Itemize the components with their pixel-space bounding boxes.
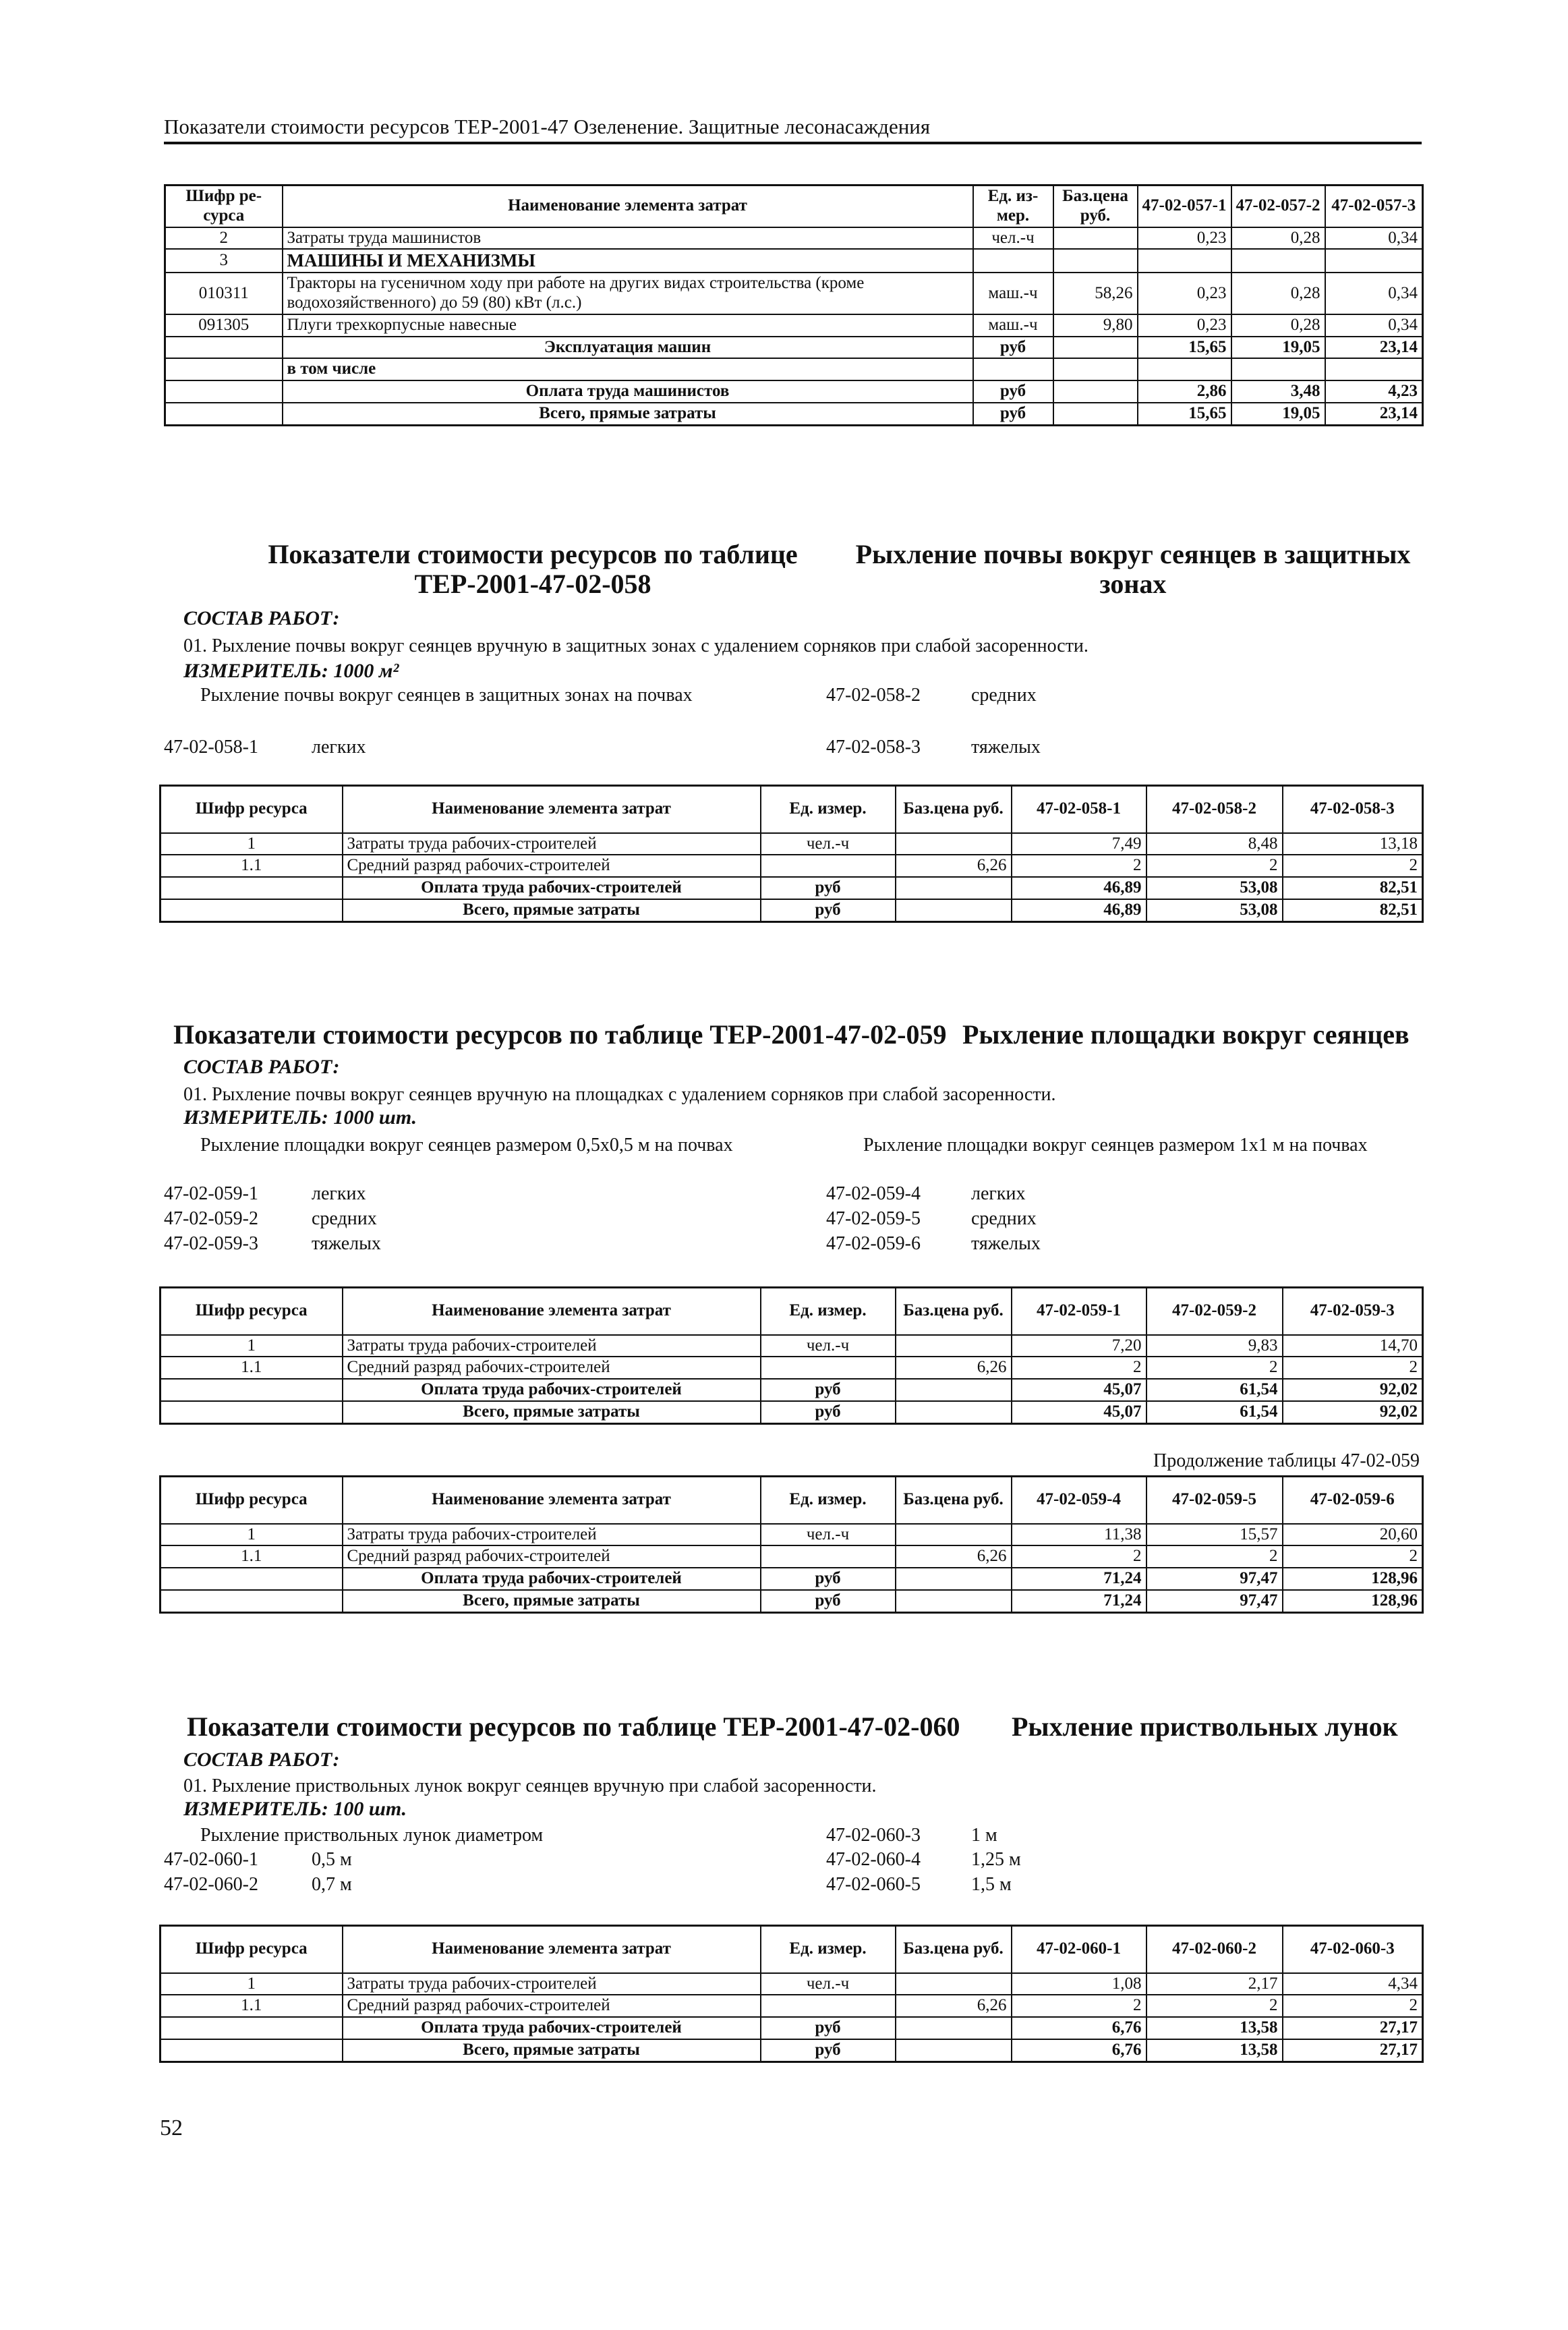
item-code-059-4: 47-02-059-4: [826, 1183, 921, 1204]
item-label-058-1: легких: [312, 737, 366, 758]
cell-unit: руб: [973, 380, 1053, 403]
cell-name: Эксплуатация машин: [283, 337, 973, 359]
col-header-unit: Ед. измер.: [761, 1477, 896, 1524]
cell-price: [896, 1335, 1012, 1357]
cell-price: 6,26: [896, 1357, 1012, 1379]
cell-code: [161, 1590, 343, 1612]
cell-unit: руб: [973, 337, 1053, 359]
col-header-price: Баз.цена руб.: [1053, 186, 1138, 227]
col-header-unit: Ед. из-мер.: [973, 186, 1053, 227]
item-code-060-5: 47-02-060-5: [826, 1874, 921, 1895]
cell-value-1: 71,24: [1012, 1590, 1146, 1612]
col-header-code: Шифр ре-сурса: [165, 186, 283, 227]
cell-value-2: 2: [1146, 1545, 1283, 1568]
table-row: [161, 855, 1423, 877]
meter-label-060: ИЗМЕРИТЕЛЬ: 100 шт.: [183, 1798, 407, 1820]
cell-code: [161, 2039, 343, 2062]
item-code-059-5: 47-02-059-5: [826, 1208, 921, 1229]
cell-value-2: 8,48: [1146, 833, 1283, 855]
col-header-v1: 47-02-059-1: [1012, 1288, 1146, 1335]
cell-value-2: [1231, 249, 1325, 273]
item-label-058-3: тяжелых: [971, 737, 1041, 758]
col-header-unit: Ед. измер.: [761, 1926, 896, 1973]
table-row: [165, 380, 1423, 403]
cell-code: [161, 1401, 343, 1423]
resource-table-060: [159, 1925, 1424, 2063]
col-header-code: Шифр ресурса: [161, 1288, 343, 1335]
table-row: [161, 1568, 1423, 1590]
cell-price: [896, 1590, 1012, 1612]
cell-name: Оплата труда рабочих-строителей: [343, 1379, 761, 1401]
cell-price: [1053, 403, 1138, 425]
cell-value-2: 2: [1146, 1995, 1283, 2017]
cell-code: [165, 337, 283, 359]
cell-value-1: 45,07: [1012, 1401, 1146, 1423]
cell-value-1: 7,20: [1012, 1335, 1146, 1357]
cell-value-1: 45,07: [1012, 1379, 1146, 1401]
items-intro-059-left: Рыхление площадки вокруг сеянцев размером 0,5х0,5 м на почвах: [200, 1135, 733, 1156]
cell-code: [165, 380, 283, 403]
resource-table-059-continued: [159, 1475, 1424, 1614]
cell-name: Затраты труда рабочих-строителей: [343, 1335, 761, 1357]
cell-value-2: 61,54: [1146, 1379, 1283, 1401]
cell-value-2: 0,28: [1231, 227, 1325, 250]
cell-name: Затраты труда рабочих-строителей: [343, 1973, 761, 1995]
cell-value-1: 2: [1012, 1995, 1146, 2017]
cell-name: Затраты труда рабочих-строителей: [343, 833, 761, 855]
cell-price: [896, 1379, 1012, 1401]
cell-code: 2: [165, 227, 283, 250]
cell-price: [896, 1568, 1012, 1590]
composition-label-058: СОСТАВ РАБОТ:: [183, 607, 340, 629]
cell-code: [165, 403, 283, 425]
cell-value-2: 19,05: [1231, 337, 1325, 359]
item-code-058-2: 47-02-058-2: [826, 685, 921, 706]
cell-code: 091305: [165, 314, 283, 337]
table-header-row: [161, 1926, 1423, 1973]
cell-value-1: 15,65: [1138, 337, 1231, 359]
cell-price: [896, 2017, 1012, 2039]
cell-code: 1.1: [161, 1545, 343, 1568]
cell-value-1: [1138, 358, 1231, 380]
cell-unit: руб: [761, 2017, 896, 2039]
cell-value-1: 0,23: [1138, 227, 1231, 250]
item-label-060-2: 0,7 м: [312, 1874, 352, 1895]
cell-value-1: 46,89: [1012, 877, 1146, 899]
col-header-name: Наименование элемента затрат: [343, 786, 761, 833]
composition-label-060: СОСТАВ РАБОТ:: [183, 1749, 340, 1771]
work-description-059: 01. Рыхление почвы вокруг сеянцев вручную на площадках с удалением сорняков при слабой засоренности.: [183, 1084, 1056, 1105]
cell-unit: руб: [761, 899, 896, 921]
cell-value-2: 13,58: [1146, 2039, 1283, 2062]
cell-code: [161, 1568, 343, 1590]
items-intro-059-right: Рыхление площадки вокруг сеянцев размером 1х1 м на почвах: [863, 1135, 1368, 1156]
cell-unit: чел.-ч: [761, 1335, 896, 1357]
cell-value-2: 19,05: [1231, 403, 1325, 425]
cell-value-3: 92,02: [1283, 1401, 1423, 1423]
cell-value-3: 14,70: [1283, 1335, 1423, 1357]
table-row: [161, 1524, 1423, 1546]
page-number: 52: [160, 2115, 183, 2140]
cell-value-3: 128,96: [1283, 1568, 1423, 1590]
cell-value-3: 4,23: [1325, 380, 1423, 403]
cell-value-1: 11,38: [1012, 1524, 1146, 1546]
item-code-060-4: 47-02-060-4: [826, 1849, 921, 1870]
cell-value-1: 2: [1012, 1545, 1146, 1568]
table-row: [161, 833, 1423, 855]
cell-value-3: 4,34: [1283, 1973, 1423, 1995]
table-row: [161, 1357, 1423, 1379]
cell-price: 6,26: [896, 855, 1012, 877]
col-header-code: Шифр ресурса: [161, 786, 343, 833]
item-label-058-2: средних: [971, 685, 1037, 706]
cell-value-2: 53,08: [1146, 877, 1283, 899]
cell-name: Средний разряд рабочих-строителей: [343, 1545, 761, 1568]
cell-value-2: 13,58: [1146, 2017, 1283, 2039]
col-header-price: Баз.цена руб.: [896, 1477, 1012, 1524]
cell-name: Всего, прямые затраты: [343, 899, 761, 921]
item-label-060-3: 1 м: [971, 1825, 997, 1846]
cell-value-1: 0,23: [1138, 273, 1231, 314]
work-description-060: 01. Рыхление приствольных лунок вокруг сеянцев вручную при слабой засоренности.: [183, 1775, 877, 1796]
cell-value-1: 2: [1012, 855, 1146, 877]
cell-value-3: [1325, 249, 1423, 273]
table-row: [161, 877, 1423, 899]
cell-code: 1.1: [161, 1995, 343, 2017]
cell-value-2: 9,83: [1146, 1335, 1283, 1357]
col-header-v3: 47-02-058-3: [1283, 786, 1423, 833]
col-header-v1: 47-02-059-4: [1012, 1477, 1146, 1524]
col-header-name: Наименование элемента затрат: [343, 1288, 761, 1335]
cell-name: Тракторы на гусеничном ходу при работе на других видах строительства (кроме водохозяйственного) до 59 (80) кВт (л.с.): [283, 273, 973, 314]
cell-value-3: 82,51: [1283, 877, 1423, 899]
table-row: [161, 2039, 1423, 2062]
cell-code: 1.1: [161, 855, 343, 877]
table-row: [165, 227, 1423, 250]
item-code-059-3: 47-02-059-3: [164, 1233, 258, 1254]
cell-value-3: 0,34: [1325, 273, 1423, 314]
cell-unit: [973, 358, 1053, 380]
cell-price: [1053, 227, 1138, 250]
cell-unit: маш.-ч: [973, 273, 1053, 314]
table-header-row: [161, 786, 1423, 833]
item-label-059-3: тяжелых: [312, 1233, 381, 1254]
cell-code: 3: [165, 249, 283, 273]
cell-value-2: 2,17: [1146, 1973, 1283, 1995]
cell-unit: [973, 249, 1053, 273]
cell-name: Плуги трехкорпусные навесные: [283, 314, 973, 337]
table-header-row: [161, 1477, 1423, 1524]
cell-unit: [761, 855, 896, 877]
cell-value-1: 2: [1012, 1357, 1146, 1379]
running-header: Показатели стоимости ресурсов ТЕР-2001-47 Озеленение. Защитные лесонасаждения: [164, 115, 1422, 144]
items-intro-060: Рыхление приствольных лунок диаметром: [200, 1825, 544, 1846]
table-row: [161, 1590, 1423, 1612]
cell-code: [161, 877, 343, 899]
cell-value-1: 0,23: [1138, 314, 1231, 337]
item-code-059-2: 47-02-059-2: [164, 1208, 258, 1229]
cell-value-1: 71,24: [1012, 1568, 1146, 1590]
section-subtitle-059: Рыхление площадки вокруг сеянцев: [962, 1019, 1410, 1050]
col-header-v2: 47-02-059-2: [1146, 1288, 1283, 1335]
cell-value-3: 2: [1283, 1995, 1423, 2017]
item-label-060-1: 0,5 м: [312, 1849, 352, 1870]
cell-value-3: 2: [1283, 1357, 1423, 1379]
cell-price: [896, 1524, 1012, 1546]
col-header-v1: 47-02-060-1: [1012, 1926, 1146, 1973]
cell-value-2: 2: [1146, 855, 1283, 877]
cell-price: 9,80: [1053, 314, 1138, 337]
cell-value-1: 6,76: [1012, 2017, 1146, 2039]
item-code-060-3: 47-02-060-3: [826, 1825, 921, 1846]
col-header-v1: 47-02-057-1: [1138, 186, 1231, 227]
item-label-060-4: 1,25 м: [971, 1849, 1021, 1870]
cell-value-2: 97,47: [1146, 1568, 1283, 1590]
col-header-unit: Ед. измер.: [761, 786, 896, 833]
cell-value-3: 13,18: [1283, 833, 1423, 855]
cell-name: Оплата труда рабочих-строителей: [343, 2017, 761, 2039]
cell-price: 6,26: [896, 1995, 1012, 2017]
cell-unit: маш.-ч: [973, 314, 1053, 337]
cell-code: 1: [161, 1524, 343, 1546]
cell-value-3: 92,02: [1283, 1379, 1423, 1401]
cell-unit: [761, 1545, 896, 1568]
cell-name: Затраты труда рабочих-строителей: [343, 1524, 761, 1546]
item-label-059-2: средних: [312, 1208, 377, 1229]
cell-name: Оплата труда рабочих-строителей: [343, 877, 761, 899]
resource-table-057: [164, 184, 1424, 426]
cell-value-2: 0,28: [1231, 314, 1325, 337]
resource-table-058: [159, 785, 1424, 923]
cell-unit: чел.-ч: [973, 227, 1053, 250]
cell-code: [161, 899, 343, 921]
cell-value-3: 128,96: [1283, 1590, 1423, 1612]
cell-code: 1: [161, 833, 343, 855]
cell-unit: руб: [973, 403, 1053, 425]
cell-unit: чел.-ч: [761, 1973, 896, 1995]
cell-code: [161, 2017, 343, 2039]
col-header-name: Наименование элемента затрат: [343, 1477, 761, 1524]
cell-name: Средний разряд рабочих-строителей: [343, 1357, 761, 1379]
cell-price: [896, 2039, 1012, 2062]
item-code-059-6: 47-02-059-6: [826, 1233, 921, 1254]
table-row: [161, 1401, 1423, 1423]
item-code-058-3: 47-02-058-3: [826, 737, 921, 758]
cell-value-3: 2: [1283, 1545, 1423, 1568]
table-row: [161, 1545, 1423, 1568]
cell-value-2: 15,57: [1146, 1524, 1283, 1546]
cell-unit: руб: [761, 1379, 896, 1401]
table-row: [161, 1379, 1423, 1401]
col-header-v2: 47-02-058-2: [1146, 786, 1283, 833]
section-title-060: Показатели стоимости ресурсов по таблице ТЕР-2001-47-02-060: [187, 1711, 960, 1742]
cell-price: 58,26: [1053, 273, 1138, 314]
item-label-059-6: тяжелых: [971, 1233, 1041, 1254]
cell-code: 1: [161, 1335, 343, 1357]
cell-name: Затраты труда машинистов: [283, 227, 973, 250]
cell-unit: руб: [761, 2039, 896, 2062]
table-row: [161, 2017, 1423, 2039]
cell-price: [1053, 380, 1138, 403]
cell-name: Оплата труда машинистов: [283, 380, 973, 403]
col-header-v3: 47-02-060-3: [1283, 1926, 1423, 1973]
cell-value-2: 53,08: [1146, 899, 1283, 921]
table-row: [165, 314, 1423, 337]
cell-unit: [761, 1357, 896, 1379]
item-label-059-5: средних: [971, 1208, 1037, 1229]
cell-unit: [761, 1995, 896, 2017]
cell-code: 010311: [165, 273, 283, 314]
cell-value-1: 46,89: [1012, 899, 1146, 921]
cell-value-2: 61,54: [1146, 1401, 1283, 1423]
col-header-v3: 47-02-059-6: [1283, 1477, 1423, 1524]
cell-price: [896, 833, 1012, 855]
item-code-059-1: 47-02-059-1: [164, 1183, 258, 1204]
cell-price: [896, 1973, 1012, 1995]
cell-code: [165, 358, 283, 380]
table-header-row: [161, 1288, 1423, 1335]
meter-label-058: ИЗМЕРИТЕЛЬ: 1000 м²: [183, 660, 399, 682]
section-title-059: Показатели стоимости ресурсов по таблице ТЕР-2001-47-02-059: [173, 1019, 947, 1050]
cell-value-3: 0,34: [1325, 227, 1423, 250]
col-header-v3: 47-02-057-3: [1325, 186, 1423, 227]
cell-name: Всего, прямые затраты: [343, 1590, 761, 1612]
cell-price: 6,26: [896, 1545, 1012, 1568]
cell-value-3: [1325, 358, 1423, 380]
cell-price: [1053, 249, 1138, 273]
cell-name: Всего, прямые затраты: [283, 403, 973, 425]
cell-price: [1053, 337, 1138, 359]
item-label-059-4: легких: [971, 1183, 1026, 1204]
item-code-060-1: 47-02-060-1: [164, 1849, 258, 1870]
cell-value-1: 7,49: [1012, 833, 1146, 855]
table-row: [165, 273, 1423, 314]
table-row: [165, 249, 1423, 273]
item-label-059-1: легких: [312, 1183, 366, 1204]
table-row: [165, 358, 1423, 380]
cell-value-1: 6,76: [1012, 2039, 1146, 2062]
item-label-060-5: 1,5 м: [971, 1874, 1012, 1895]
cell-value-2: 2: [1146, 1357, 1283, 1379]
table-row: [161, 1995, 1423, 2017]
cell-value-3: 23,14: [1325, 337, 1423, 359]
cell-code: 1: [161, 1973, 343, 1995]
cell-value-3: 20,60: [1283, 1524, 1423, 1546]
cell-unit: руб: [761, 1568, 896, 1590]
cell-unit: руб: [761, 1401, 896, 1423]
col-header-v3: 47-02-059-3: [1283, 1288, 1423, 1335]
cell-value-3: 27,17: [1283, 2017, 1423, 2039]
cell-name: Всего, прямые затраты: [343, 2039, 761, 2062]
table-row: [165, 337, 1423, 359]
cell-unit: чел.-ч: [761, 1524, 896, 1546]
cell-price: [896, 899, 1012, 921]
cell-value-1: [1138, 249, 1231, 273]
col-header-v1: 47-02-058-1: [1012, 786, 1146, 833]
item-code-058-1: 47-02-058-1: [164, 737, 258, 758]
table-row: [165, 403, 1423, 425]
cell-value-3: 23,14: [1325, 403, 1423, 425]
cell-value-2: 3,48: [1231, 380, 1325, 403]
col-header-v2: 47-02-059-5: [1146, 1477, 1283, 1524]
col-header-code: Шифр ресурса: [161, 1477, 343, 1524]
cell-value-2: 97,47: [1146, 1590, 1283, 1612]
items-intro-058: Рыхление почвы вокруг сеянцев в защитных зонах на почвах: [200, 685, 693, 706]
section-title-058: Показатели стоимости ресурсов по таблице ТЕР-2001-47-02-058: [268, 539, 798, 599]
cell-name: Всего, прямые затраты: [343, 1401, 761, 1423]
meter-label-059: ИЗМЕРИТЕЛЬ: 1000 шт.: [183, 1106, 417, 1129]
table-row: [161, 1335, 1423, 1357]
table-row: [161, 1973, 1423, 1995]
col-header-name: Наименование элемента затрат: [283, 186, 973, 227]
cell-value-2: 0,28: [1231, 273, 1325, 314]
cell-code: [161, 1379, 343, 1401]
cell-name: Средний разряд рабочих-строителей: [343, 1995, 761, 2017]
item-code-060-2: 47-02-060-2: [164, 1874, 258, 1895]
cell-unit: руб: [761, 877, 896, 899]
table-row: [161, 899, 1423, 921]
table-header-row: [165, 186, 1423, 227]
cell-value-3: 2: [1283, 855, 1423, 877]
cell-name: МАШИНЫ И МЕХАНИЗМЫ: [283, 249, 973, 273]
cell-code: 1.1: [161, 1357, 343, 1379]
col-header-unit: Ед. измер.: [761, 1288, 896, 1335]
resource-table-059: [159, 1286, 1424, 1425]
cell-name: в том числе: [283, 358, 973, 380]
cell-unit: руб: [761, 1590, 896, 1612]
cell-value-1: 1,08: [1012, 1973, 1146, 1995]
col-header-code: Шифр ресурса: [161, 1926, 343, 1973]
cell-value-3: 82,51: [1283, 899, 1423, 921]
section-subtitle-060: Рыхление приствольных лунок: [1012, 1711, 1398, 1742]
composition-label-059: СОСТАВ РАБОТ:: [183, 1056, 340, 1078]
cell-value-3: 0,34: [1325, 314, 1423, 337]
cell-unit: чел.-ч: [761, 833, 896, 855]
work-description-058: 01. Рыхление почвы вокруг сеянцев вручную в защитных зонах с удалением сорняков при слабой засоренности.: [183, 635, 1088, 656]
col-header-price: Баз.цена руб.: [896, 786, 1012, 833]
continuation-note: Продолжение таблицы 47-02-059: [1153, 1450, 1420, 1471]
cell-name: Средний разряд рабочих-строителей: [343, 855, 761, 877]
cell-price: [896, 1401, 1012, 1423]
col-header-price: Баз.цена руб.: [896, 1926, 1012, 1973]
col-header-name: Наименование элемента затрат: [343, 1926, 761, 1973]
cell-price: [896, 877, 1012, 899]
cell-value-1: 2,86: [1138, 380, 1231, 403]
cell-value-3: 27,17: [1283, 2039, 1423, 2062]
section-subtitle-058: Рыхление почвы вокруг сеянцев в защитных зонах: [855, 539, 1411, 599]
col-header-v2: 47-02-057-2: [1231, 186, 1325, 227]
col-header-price: Баз.цена руб.: [896, 1288, 1012, 1335]
cell-name: Оплата труда рабочих-строителей: [343, 1568, 761, 1590]
cell-price: [1053, 358, 1138, 380]
cell-value-1: 15,65: [1138, 403, 1231, 425]
col-header-v2: 47-02-060-2: [1146, 1926, 1283, 1973]
cell-value-2: [1231, 358, 1325, 380]
